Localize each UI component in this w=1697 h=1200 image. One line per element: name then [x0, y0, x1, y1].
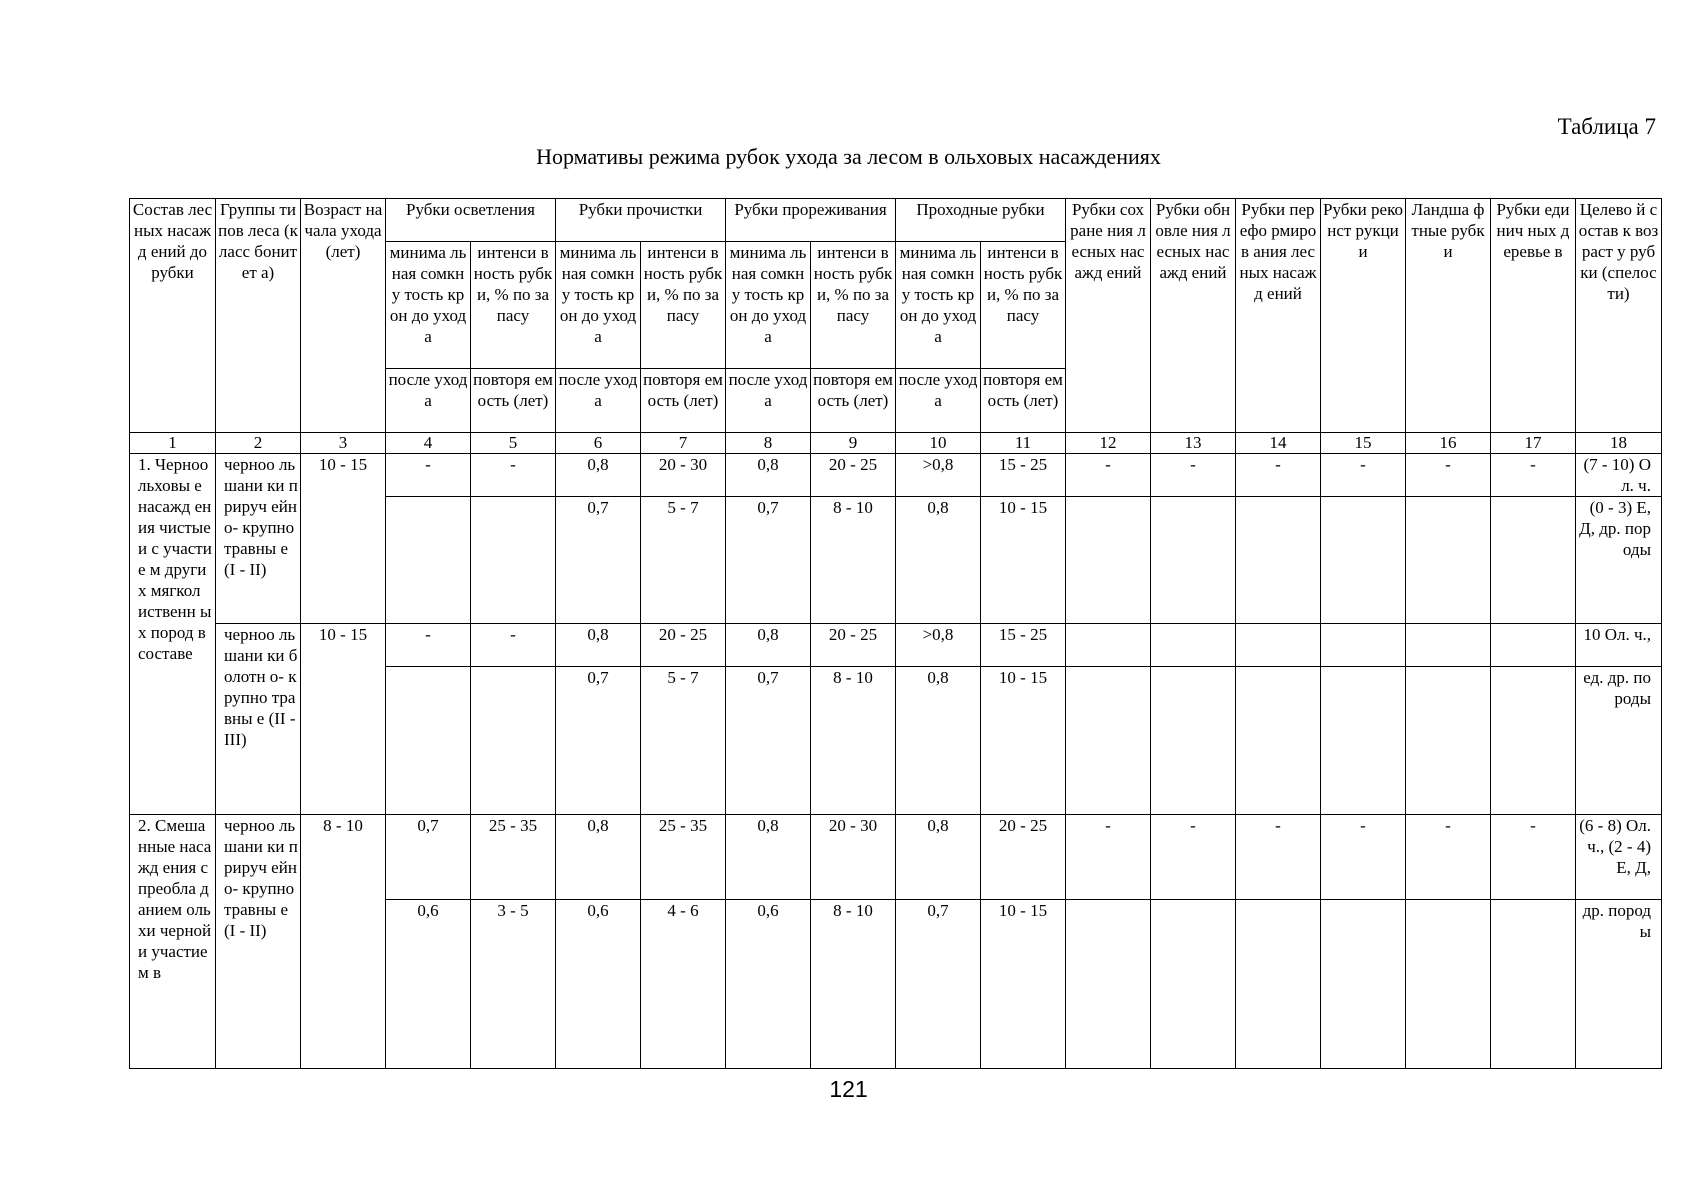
empty-cell [1066, 497, 1151, 624]
column-number: 14 [1236, 433, 1321, 454]
header-intensity: интенси вность рубки, % по запасу [471, 242, 556, 369]
value-cell: 8 - 10 [811, 900, 896, 1069]
header-cleaning: Рубки прочистки [556, 199, 726, 242]
column-number: 15 [1321, 433, 1406, 454]
value-cell: 0,8 [556, 624, 641, 667]
empty-cell [1236, 900, 1321, 1069]
value-cell: - [1321, 815, 1406, 900]
value-cell: 20 - 25 [811, 454, 896, 497]
value-cell [471, 497, 556, 624]
empty-cell [1491, 624, 1576, 667]
value-cell [386, 667, 471, 815]
header-target: Целево й состав к возраст у рубки (спелос ти) [1576, 199, 1662, 433]
start-age-cell: 8 - 10 [301, 815, 386, 1069]
column-number: 18 [1576, 433, 1662, 454]
empty-cell [1066, 624, 1151, 667]
empty-cell [1406, 497, 1491, 624]
header-repeat: повторя емость (лет) [641, 369, 726, 433]
header-lightening: Рубки осветления [386, 199, 556, 242]
header-passing: Проходные рубки [896, 199, 1066, 242]
value-cell: - [1491, 815, 1576, 900]
value-cell: - [471, 624, 556, 667]
header-composition: Состав лесных насажд ений до рубки [130, 199, 216, 433]
value-cell: 0,8 [556, 815, 641, 900]
value-cell: 25 - 35 [471, 815, 556, 900]
target-cell: (7 - 10) Ол. ч. [1576, 454, 1662, 497]
empty-cell [1321, 624, 1406, 667]
forest-type-cell: черноо льшани ки прируч ейно- крупно травны е (I - II) [216, 454, 301, 624]
value-cell [471, 667, 556, 815]
value-cell: - [1151, 815, 1236, 900]
empty-cell [1236, 497, 1321, 624]
value-cell [386, 497, 471, 624]
value-cell: 10 - 15 [981, 900, 1066, 1069]
value-cell: - [1321, 454, 1406, 497]
header-intensity: интенси вность рубки, % по запасу [811, 242, 896, 369]
composition-cell: 1. Черноо льховы е насажд ения чистые и с участие м других мягкол иственн ых пород в составе [130, 454, 216, 815]
target-cell: (6 - 8) Ол. ч., (2 - 4) Е, Д, [1576, 815, 1662, 900]
composition-cell: 2. Смеша нные насажд ения с преобла данием ольхи черной и участие м в [130, 815, 216, 1069]
value-cell: 0,7 [386, 815, 471, 900]
column-number: 8 [726, 433, 811, 454]
empty-cell [1321, 900, 1406, 1069]
header-min-density: минима льная сомкну тость крон до ухода [726, 242, 811, 369]
target-cell: 10 Ол. ч., [1576, 624, 1662, 667]
value-cell: 20 - 30 [811, 815, 896, 900]
header-start-age: Возраст начала ухода (лет) [301, 199, 386, 433]
value-cell: 0,8 [896, 497, 981, 624]
norms-table [129, 198, 1662, 1069]
value-cell: 0,8 [896, 667, 981, 815]
column-number: 1 [130, 433, 216, 454]
header-intensity: интенси вность рубки, % по запасу [641, 242, 726, 369]
header-reformation: Рубки перефо рмиров ания лесных насажд ений [1236, 199, 1321, 433]
value-cell: - [1236, 454, 1321, 497]
value-cell: - [1406, 454, 1491, 497]
value-cell: 0,8 [726, 454, 811, 497]
header-after-care: после ухода [556, 369, 641, 433]
empty-cell [1236, 667, 1321, 815]
start-age-cell: 10 - 15 [301, 454, 386, 624]
value-cell: 10 - 15 [981, 667, 1066, 815]
table-label: Таблица 7 [1557, 114, 1656, 139]
header-after-care: после ухода [896, 369, 981, 433]
column-number: 9 [811, 433, 896, 454]
value-cell: 0,8 [556, 454, 641, 497]
value-cell: 0,8 [726, 624, 811, 667]
value-cell: 20 - 25 [811, 624, 896, 667]
value-cell: - [471, 454, 556, 497]
value-cell: - [386, 624, 471, 667]
column-number: 5 [471, 433, 556, 454]
value-cell: 0,8 [726, 815, 811, 900]
column-number: 3 [301, 433, 386, 454]
column-number: 16 [1406, 433, 1491, 454]
forest-type-cell: черноо льшани ки прируч ейно- крупно травны е (I - II) [216, 815, 301, 1069]
forest-type-cell: черноо льшани ки болотн о- крупно травны е (II - III) [216, 624, 301, 815]
empty-cell [1151, 624, 1236, 667]
value-cell: 0,8 [896, 815, 981, 900]
header-repeat: повторя емость (лет) [811, 369, 896, 433]
column-number: 6 [556, 433, 641, 454]
column-number: 11 [981, 433, 1066, 454]
value-cell: 4 - 6 [641, 900, 726, 1069]
value-cell: - [1066, 454, 1151, 497]
value-cell: 20 - 25 [641, 624, 726, 667]
value-cell: 5 - 7 [641, 667, 726, 815]
header-single-trees: Рубки единич ных деревье в [1491, 199, 1576, 433]
value-cell: 8 - 10 [811, 497, 896, 624]
target-cell: (0 - 3) Е, Д, др. породы [1576, 497, 1662, 624]
column-number: 7 [641, 433, 726, 454]
value-cell: 0,7 [726, 497, 811, 624]
header-min-density: минима льная сомкну тость крон до ухода [896, 242, 981, 369]
value-cell: 3 - 5 [471, 900, 556, 1069]
empty-cell [1406, 624, 1491, 667]
header-reconstruction: Рубки реконст рукции [1321, 199, 1406, 433]
value-cell: 15 - 25 [981, 624, 1066, 667]
value-cell: 0,7 [556, 497, 641, 624]
value-cell: 10 - 15 [981, 497, 1066, 624]
empty-cell [1321, 497, 1406, 624]
empty-cell [1151, 667, 1236, 815]
value-cell: 25 - 35 [641, 815, 726, 900]
column-number: 4 [386, 433, 471, 454]
header-after-care: после ухода [726, 369, 811, 433]
start-age-cell: 10 - 15 [301, 624, 386, 815]
value-cell: 8 - 10 [811, 667, 896, 815]
empty-cell [1491, 497, 1576, 624]
header-repeat: повторя емость (лет) [981, 369, 1066, 433]
header-preservation: Рубки сохране ния лесных насажд ений [1066, 199, 1151, 433]
value-cell: >0,8 [896, 454, 981, 497]
column-number: 2 [216, 433, 301, 454]
empty-cell [1151, 900, 1236, 1069]
value-cell: - [1491, 454, 1576, 497]
header-landscape: Ландша фтные рубки [1406, 199, 1491, 433]
empty-cell [1066, 900, 1151, 1069]
value-cell: - [1066, 815, 1151, 900]
header-min-density: минима льная сомкну тость крон до ухода [386, 242, 471, 369]
value-cell: >0,8 [896, 624, 981, 667]
target-cell: др. породы [1576, 900, 1662, 1069]
value-cell: 15 - 25 [981, 454, 1066, 497]
empty-cell [1406, 667, 1491, 815]
header-renewal: Рубки обновле ния лесных насажд ений [1151, 199, 1236, 433]
value-cell: - [1151, 454, 1236, 497]
value-cell: 0,7 [726, 667, 811, 815]
value-cell: 0,6 [556, 900, 641, 1069]
value-cell: - [1236, 815, 1321, 900]
empty-cell [1236, 624, 1321, 667]
column-number: 10 [896, 433, 981, 454]
target-cell: ед. др. породы [1576, 667, 1662, 815]
empty-cell [1406, 900, 1491, 1069]
value-cell: - [386, 454, 471, 497]
value-cell: 0,6 [386, 900, 471, 1069]
page-number: 121 [829, 1076, 868, 1102]
empty-cell [1491, 900, 1576, 1069]
value-cell: 0,7 [556, 667, 641, 815]
value-cell: 5 - 7 [641, 497, 726, 624]
document-title: Нормативы режима рубок ухода за лесом в ольховых насаждениях [536, 144, 1161, 169]
value-cell: 20 - 30 [641, 454, 726, 497]
value-cell: 0,6 [726, 900, 811, 1069]
column-number: 12 [1066, 433, 1151, 454]
empty-cell [1066, 667, 1151, 815]
empty-cell [1491, 667, 1576, 815]
value-cell: 0,7 [896, 900, 981, 1069]
header-intensity: интенси вность рубки, % по запасу [981, 242, 1066, 369]
empty-cell [1321, 667, 1406, 815]
header-forest-groups: Группы типов леса (класс бонитет а) [216, 199, 301, 433]
column-number: 17 [1491, 433, 1576, 454]
column-number: 13 [1151, 433, 1236, 454]
empty-cell [1151, 497, 1236, 624]
header-repeat: повторя емость (лет) [471, 369, 556, 433]
value-cell: - [1406, 815, 1491, 900]
header-after-care: после ухода [386, 369, 471, 433]
value-cell: 20 - 25 [981, 815, 1066, 900]
header-thinning: Рубки прореживания [726, 199, 896, 242]
header-min-density: минима льная сомкну тость крон до ухода [556, 242, 641, 369]
